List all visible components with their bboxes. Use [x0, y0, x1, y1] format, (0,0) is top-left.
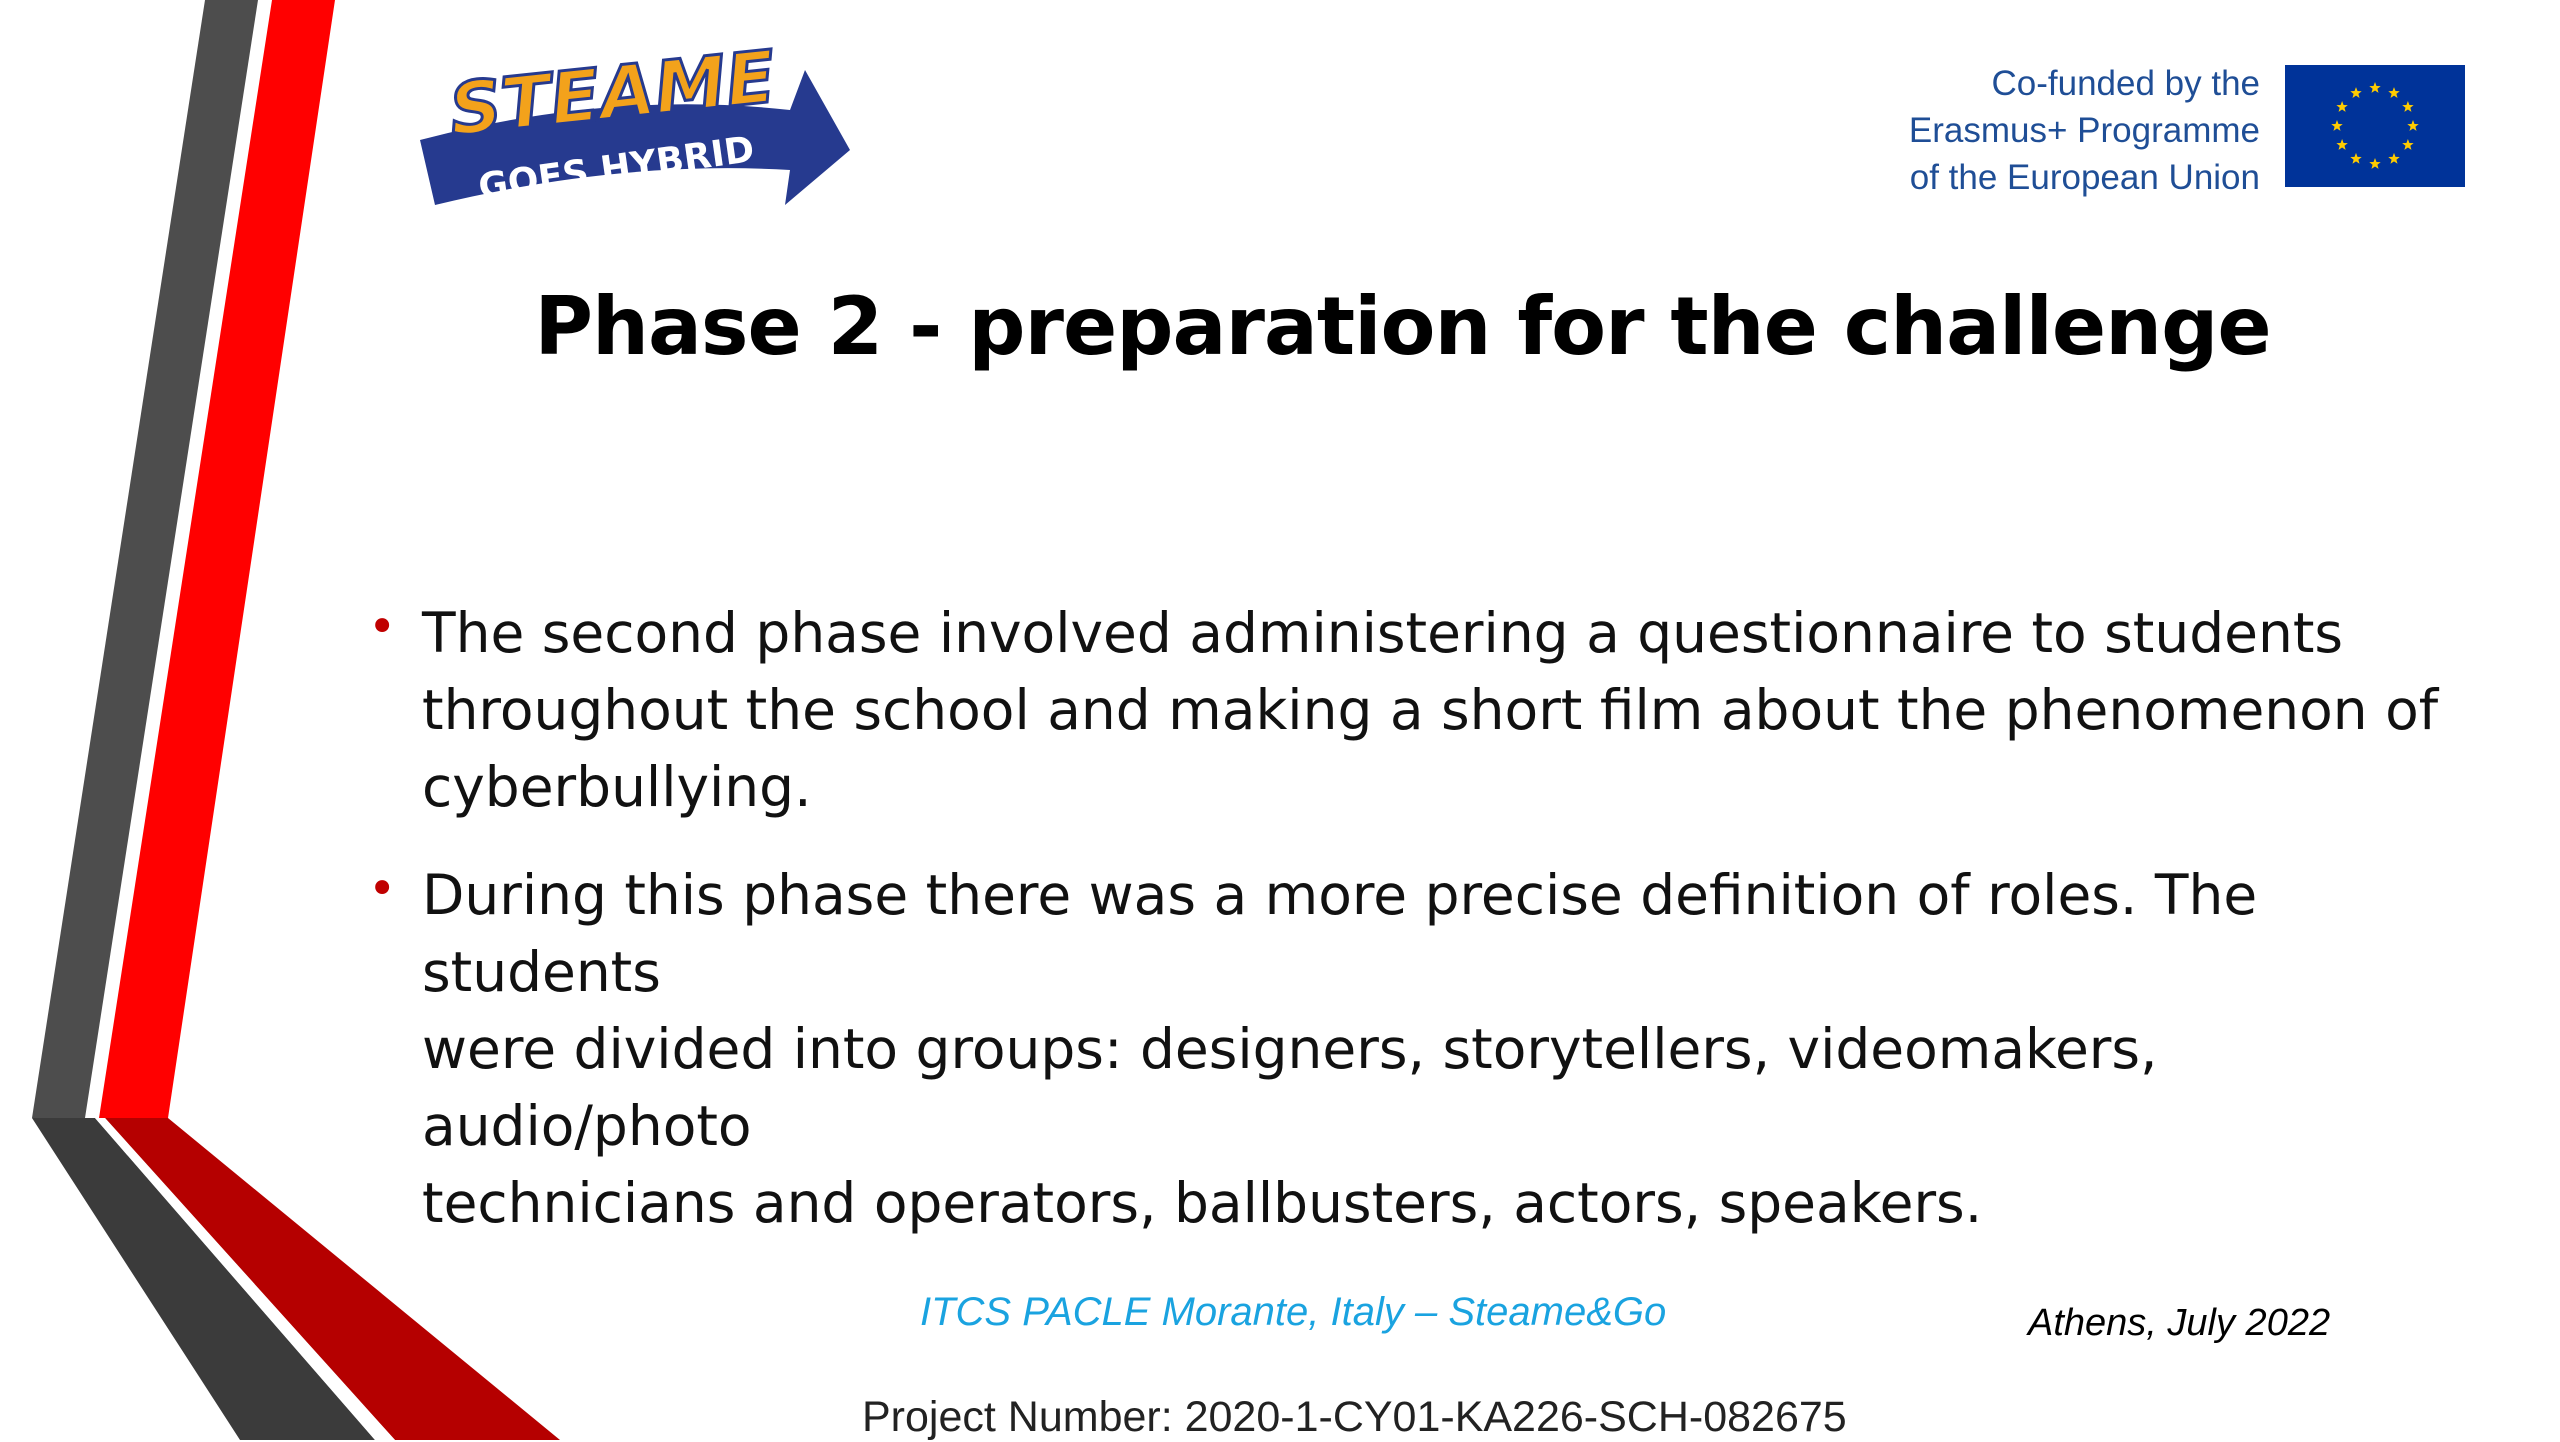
footer-school: ITCS PACLE Morante, Italy – Steame&Go — [920, 1290, 1667, 1334]
slide-title: Phase 2 - preparation for the challenge — [534, 280, 2271, 373]
steame-goes-hybrid-logo — [410, 30, 850, 220]
svg-text:STEAME: STEAME — [445, 34, 780, 152]
bullet-list — [360, 595, 2500, 1273]
eu-flag-icon — [2285, 65, 2465, 187]
bullet-1-line-1: The second phase involved administering a questionnaire to students — [422, 601, 2344, 665]
bullet-2-line-1: During this phase there was a more precise definition of roles. The students — [422, 863, 2258, 1004]
eu-line-1: Co-funded by the — [1991, 64, 2260, 103]
bullet-item-1 — [360, 595, 2500, 826]
footer-place-date: Athens, July 2022 — [2028, 1302, 2331, 1344]
footer-project-number: Project Number: 2020-1-CY01-KA226-SCH-082675 — [862, 1393, 1847, 1441]
bullet-dot-icon: • — [368, 861, 397, 917]
bullet-item-2 — [360, 857, 2500, 1242]
bullet-1-line-3: cyberbullying. — [422, 755, 812, 819]
eu-funding-statement — [1660, 60, 2260, 201]
bullet-dot-icon: • — [368, 599, 397, 655]
bullet-2-line-3: technicians and operators, ballbusters, actors, speakers. — [422, 1171, 1983, 1235]
bullet-2-line-2: were divided into groups: designers, storytellers, videomakers, audio/photo — [422, 1017, 2158, 1158]
eu-line-2: Erasmus+ Programme — [1908, 111, 2260, 150]
eu-line-3: of the European Union — [1909, 158, 2260, 197]
bullet-1-line-2: throughout the school and making a short film about the phenomenon of — [422, 678, 2439, 742]
svg-text:GOES HYBRID: GOES HYBRID — [475, 128, 757, 209]
